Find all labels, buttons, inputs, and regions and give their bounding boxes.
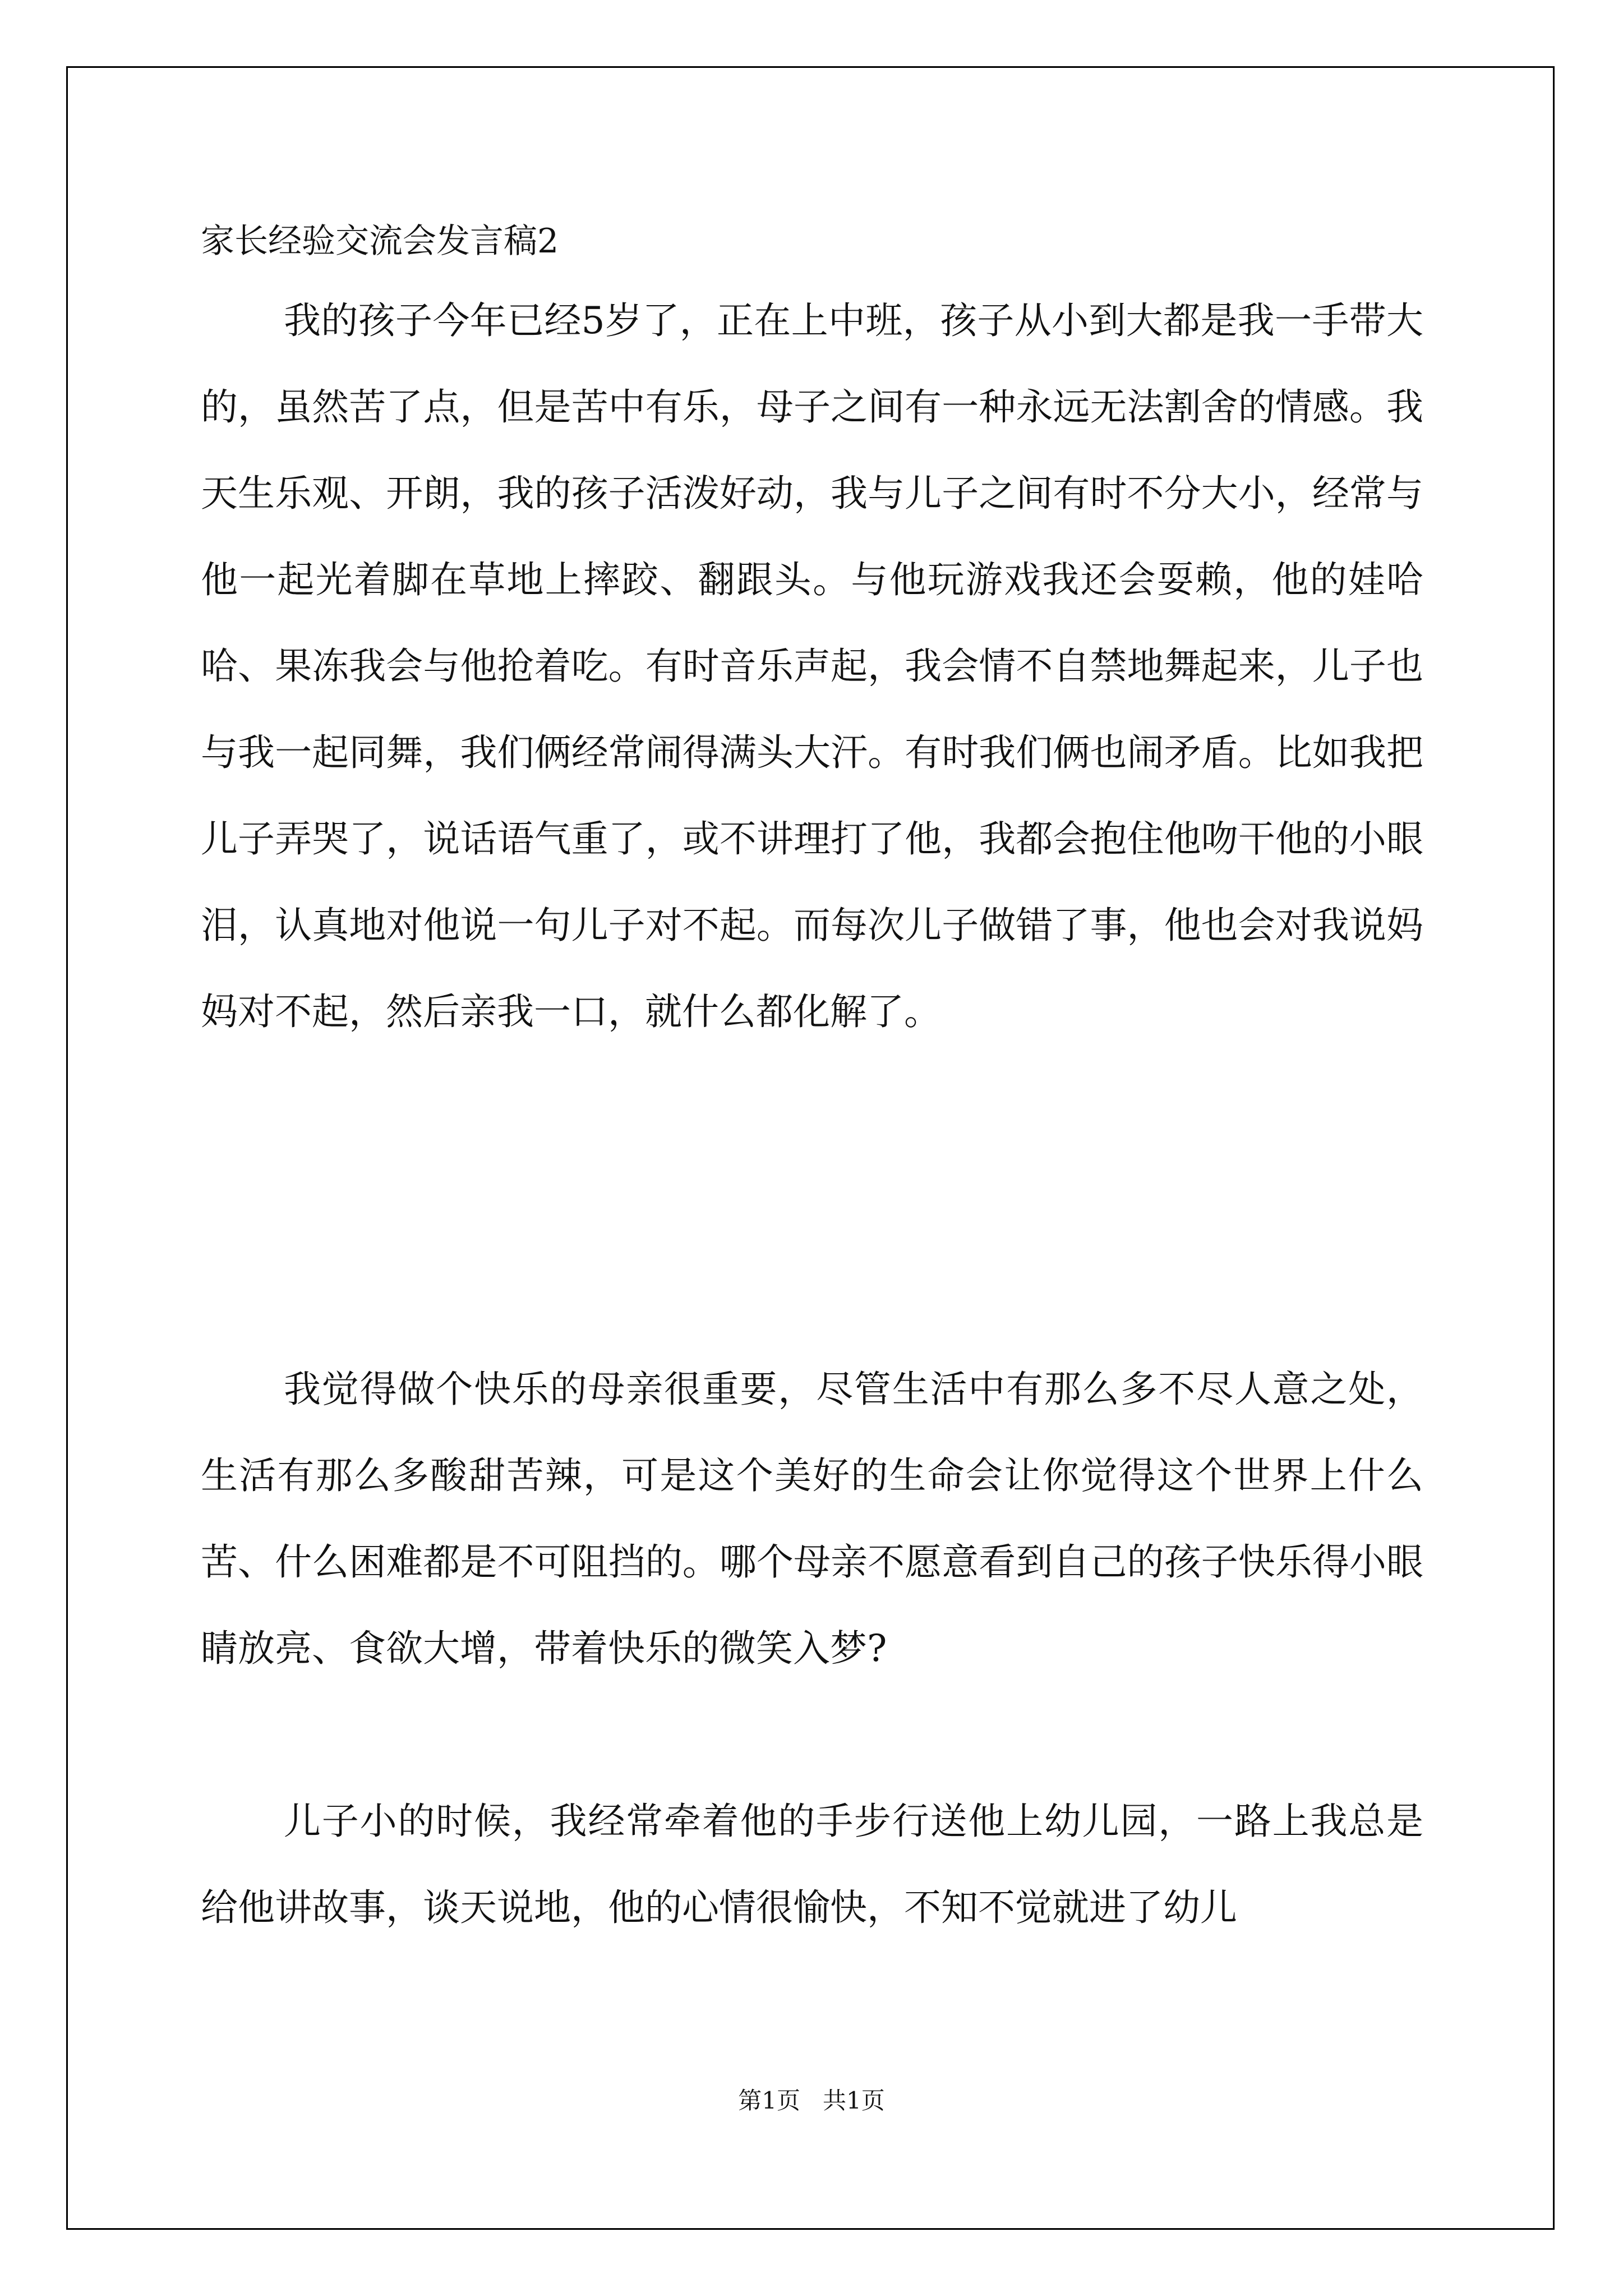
paragraph-2: 我觉得做个快乐的母亲很重要，尽管生活中有那么多不尽人意之处，生活有那么多酸甜苦辣，可是这个美好的生命会让你觉得这个世界上什么苦、什么困难都是不可阻挡的。哪个母亲不愿意看到自己的孩子快乐得小眼睛放亮、食欲大增，带着快乐的微笑入梦?	[201, 1368, 1423, 1670]
document-title: 家长经验交流会发言稿2	[201, 222, 559, 261]
paragraph-1: 我的孩子今年已经5岁了，正在上中班，孩子从小到大都是我一手带大的，虽然苦了点，但是苦中有乐，母子之间有一种永远无法割舍的情感。我天生乐观、开朗，我的孩子活泼好动，我与儿子之间有时不分大小，经常与他一起光着脚在草地上摔跤、翻跟头。与他玩游戏我还会耍赖，他的娃哈哈、果冻我会与他抢着吃。有时音乐声起，我会情不自禁地舞起来，儿子也与我一起同舞，我们俩经常闹得满头大汗。有时我们俩也闹矛盾。比如我把儿子弄哭了，说话语气重了，或不讲理打了他，我都会抱住他吻干他的小眼泪，认真地对他说一句儿子对不起。而每次儿子做错了事，他也会对我说妈妈对不起，然后亲我一口，就什么都化解了。	[201, 299, 1423, 1033]
page-footer: 第1页 共1页	[738, 2087, 885, 2114]
paragraph-3: 儿子小的时候，我经常牵着他的手步行送他上幼儿园，一路上我总是给他讲故事，谈天说地，他的心情很愉快，不知不觉就进了幼儿	[201, 1800, 1423, 1929]
